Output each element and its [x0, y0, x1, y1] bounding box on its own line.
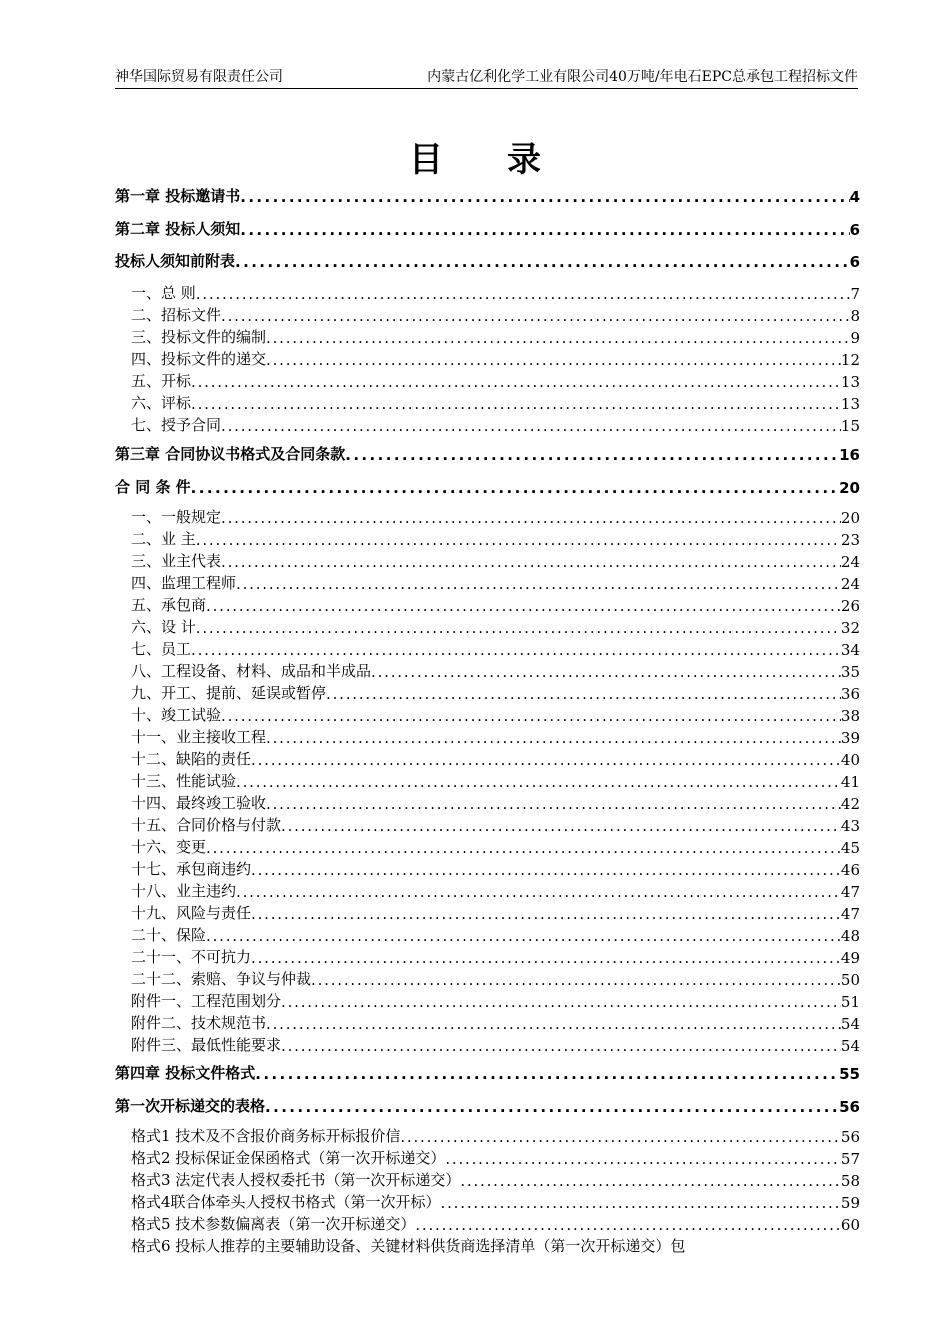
- toc-entry-title: 一、总 则: [131, 284, 196, 302]
- toc-entry-page-number: 32: [840, 619, 860, 637]
- toc-entry-title: 格式5 技术参数偏离表（第一次开标递交）: [131, 1215, 416, 1233]
- toc-entry[interactable]: [115, 595, 860, 615]
- toc-dot-leader: [266, 795, 841, 813]
- toc-entry[interactable]: [115, 1148, 860, 1168]
- toc-entry-title: 十、竣工试验: [131, 706, 222, 724]
- toc-entry-title: 十五、合同价格与付款: [131, 816, 282, 834]
- toc-entry-page-number: 49: [840, 949, 860, 967]
- toc-entry-page-number: 20: [840, 509, 860, 527]
- toc-entry-title: 七、员工: [131, 640, 192, 658]
- toc-dot-leader: [236, 773, 841, 791]
- toc-entry-title: 一、一般规定: [131, 508, 222, 526]
- toc-entry-title: 四、投标文件的递交: [131, 350, 267, 368]
- toc-dot-leader: [236, 575, 841, 593]
- toc-entry-page-number: 50: [840, 971, 860, 989]
- toc-entry-title: 格式1 技术及不含报价商务标开标报价信: [131, 1127, 401, 1145]
- toc-entry-title: 五、开标: [131, 372, 192, 390]
- toc-entry-title: 合 同 条 件: [115, 478, 191, 496]
- header-company: 神华国际贸易有限责任公司: [115, 69, 283, 85]
- toc-entry[interactable]: [115, 349, 860, 369]
- toc-entry-title: 二、招标文件: [131, 306, 222, 324]
- toc-dot-leader: [400, 1128, 841, 1146]
- toc-entry[interactable]: [115, 947, 860, 967]
- toc-entry[interactable]: [115, 573, 860, 593]
- toc-entry-title: 十四、最终竣工验收: [131, 794, 267, 812]
- toc-entry-title: 第一次开标递交的表格: [115, 1097, 266, 1115]
- toc-entry-page-number: 54: [840, 1037, 860, 1055]
- toc-entry-title: 十九、风险与责任: [131, 904, 252, 922]
- toc-dot-leader: [221, 307, 850, 325]
- toc-entry-page-number: 38: [840, 707, 860, 725]
- toc-entry-page-number: 4: [849, 188, 860, 206]
- toc-entry-title: 第四章 投标文件格式: [115, 1064, 256, 1082]
- toc-entry-page-number: 56: [839, 1098, 860, 1116]
- toc-dot-leader: [266, 1015, 841, 1033]
- toc-entry-page-number: 34: [840, 641, 860, 659]
- toc-dot-leader: [251, 949, 841, 967]
- toc-entry-page-number: 43: [840, 817, 860, 835]
- toc-entry-page-number: 20: [839, 479, 860, 497]
- toc-dot-leader: [221, 707, 841, 725]
- toc-entry-page-number: 40: [840, 751, 860, 769]
- toc-entry-title: 投标人须知前附表: [115, 252, 236, 270]
- page-title: 目录: [409, 140, 605, 180]
- toc-dot-leader: [281, 1037, 841, 1055]
- toc-entry-page-number: 55: [839, 1065, 860, 1083]
- toc-entry[interactable]: [115, 771, 860, 791]
- toc-entry-page-number: 48: [840, 927, 860, 945]
- toc-entry-page-number: 47: [840, 905, 860, 923]
- toc-entry-page-number: 57: [840, 1150, 860, 1168]
- toc-entry-title: 二、业 主: [131, 530, 196, 548]
- toc-entry[interactable]: [115, 1035, 860, 1055]
- toc-entry[interactable]: [115, 705, 860, 725]
- toc-entry[interactable]: [115, 617, 860, 637]
- toc-dot-leader: [266, 351, 841, 369]
- toc-dot-leader: [445, 1150, 841, 1168]
- toc-dot-leader: [415, 1216, 841, 1234]
- toc-entry[interactable]: [115, 1214, 860, 1234]
- toc-entry-page-number: 59: [840, 1194, 860, 1212]
- toc-entry-title: 五、承包商: [131, 596, 207, 614]
- toc-entry-title: 格式2 投标保证金保函格式（第一次开标递交）: [131, 1149, 446, 1167]
- toc-entry-title: 附件三、最低性能要求: [131, 1036, 282, 1054]
- toc-entry-title: 四、监理工程师: [131, 574, 237, 592]
- toc-entry-page-number: 24: [840, 553, 860, 571]
- toc-entry[interactable]: [115, 507, 860, 527]
- toc-dot-leader: [206, 597, 841, 615]
- toc-entry[interactable]: [115, 475, 860, 497]
- toc-entry-title: 第二章 投标人须知: [115, 220, 241, 238]
- toc-entry[interactable]: [115, 727, 860, 747]
- toc-entry-title: 三、业主代表: [131, 552, 222, 570]
- toc-entry[interactable]: [115, 837, 860, 857]
- toc-entry-title: 六、设 计: [131, 618, 196, 636]
- toc-dot-leader: [345, 446, 839, 464]
- toc-entry[interactable]: [115, 1170, 860, 1190]
- toc-dot-leader: [326, 685, 841, 703]
- toc-dot-leader: [460, 1172, 841, 1190]
- toc-entry-page-number: 24: [840, 575, 860, 593]
- toc-entry-page-number: 12: [840, 351, 860, 369]
- toc-entry[interactable]: [115, 393, 860, 413]
- toc-entry-page-number: 35: [840, 663, 860, 681]
- toc-entry[interactable]: [115, 184, 860, 206]
- toc-entry-title: 二十一、不可抗力: [131, 948, 252, 966]
- toc-entry[interactable]: [115, 442, 860, 464]
- toc-dot-leader: [251, 751, 841, 769]
- toc-dot-leader: [240, 221, 849, 239]
- toc-entry[interactable]: [115, 283, 860, 303]
- toc-dot-leader: [206, 839, 841, 857]
- toc-entry[interactable]: [115, 415, 860, 435]
- toc-entry[interactable]: [115, 371, 860, 391]
- toc-dot-leader: [191, 395, 841, 413]
- toc-entry-page-number: 60: [840, 1216, 860, 1234]
- toc-entry[interactable]: [115, 793, 860, 813]
- toc-entry-title: 十三、性能试验: [131, 772, 237, 790]
- toc-dot-leader: [240, 188, 849, 206]
- toc-entry-title: 九、开工、提前、延误或暂停: [131, 684, 327, 702]
- toc-entry-page-number: 45: [840, 839, 860, 857]
- toc-dot-leader: [281, 993, 841, 1011]
- toc-entry-page-number: 47: [840, 883, 860, 901]
- toc-entry-page-number: 8: [850, 307, 860, 325]
- toc-dot-leader: [251, 861, 841, 879]
- toc-dot-leader: [196, 285, 851, 303]
- toc-entry[interactable]: [115, 551, 860, 571]
- toc-entry[interactable]: [115, 639, 860, 659]
- toc-dot-leader: [236, 883, 841, 901]
- toc-entry[interactable]: [115, 1013, 860, 1033]
- toc-entry-title: 附件一、工程范围划分: [131, 992, 282, 1010]
- toc-entry-title: 十七、承包商违约: [131, 860, 252, 878]
- toc-entry-page-number: 13: [840, 395, 860, 413]
- toc-dot-leader: [441, 1194, 841, 1212]
- toc-entry-page-number: 16: [839, 446, 860, 464]
- toc-entry-page-number: 36: [840, 685, 860, 703]
- toc-dot-leader: [221, 417, 841, 435]
- toc-entry[interactable]: [115, 969, 860, 989]
- toc-dot-leader: [191, 373, 841, 391]
- toc-entry-page-number: 51: [840, 993, 860, 1011]
- toc-entry[interactable]: [115, 327, 860, 347]
- toc-entry-page-number: 58: [840, 1172, 860, 1190]
- page-header: [115, 64, 858, 89]
- toc-entry[interactable]: [115, 991, 860, 1011]
- toc-entry-page-number: 26: [840, 597, 860, 615]
- toc-dot-leader: [196, 531, 841, 549]
- toc-entry-title: 十八、业主违约: [131, 882, 237, 900]
- toc-entry[interactable]: [115, 1236, 860, 1256]
- toc-entry[interactable]: [115, 249, 860, 271]
- toc-entry-title: 格式6 投标人推荐的主要辅助设备、关键材料供货商选择清单（第一次开标递交）包: [131, 1237, 686, 1255]
- toc-entry-title: 格式4联合体牵头人授权书格式（第一次开标）: [131, 1193, 441, 1211]
- toc-dot-leader: [191, 479, 839, 497]
- toc-entry[interactable]: [115, 925, 860, 945]
- toc-entry[interactable]: [115, 903, 860, 923]
- toc-entry[interactable]: [115, 529, 860, 549]
- toc-dot-leader: [266, 729, 841, 747]
- toc-entry-title: 十六、变更: [131, 838, 207, 856]
- toc-dot-leader: [251, 905, 841, 923]
- toc-dot-leader: [221, 509, 841, 527]
- toc-entry[interactable]: [115, 1192, 860, 1212]
- toc-entry-title: 第一章 投标邀请书: [115, 187, 241, 205]
- toc-entry-title: 十一、业主接收工程: [131, 728, 267, 746]
- toc-entry[interactable]: [115, 859, 860, 879]
- toc-dot-leader: [235, 253, 850, 271]
- toc-entry-page-number: 6: [849, 253, 860, 271]
- toc-entry[interactable]: [115, 815, 860, 835]
- toc-dot-leader: [196, 619, 841, 637]
- toc-entry[interactable]: [115, 1061, 860, 1083]
- toc-entry-page-number: 42: [840, 795, 860, 813]
- toc-entry-page-number: 15: [840, 417, 860, 435]
- toc-entry-title: 三、投标文件的编制: [131, 328, 267, 346]
- toc-entry-page-number: 46: [840, 861, 860, 879]
- toc-dot-leader: [191, 641, 841, 659]
- toc-entry-title: 第三章 合同协议书格式及合同条款: [115, 445, 346, 463]
- toc-entry-title: 格式3 法定代表人授权委托书（第一次开标递交）: [131, 1171, 461, 1189]
- toc-entry-page-number: 54: [840, 1015, 860, 1033]
- toc-entry-title: 十二、缺陷的责任: [131, 750, 252, 768]
- toc-entry-page-number: 9: [850, 329, 860, 347]
- toc-entry[interactable]: [115, 1126, 860, 1146]
- toc-dot-leader: [265, 1098, 839, 1116]
- toc-entry-title: 二十、保险: [131, 926, 207, 944]
- toc-dot-leader: [266, 329, 850, 347]
- toc-entry-page-number: 7: [850, 285, 860, 303]
- toc-entry-title: 六、评标: [131, 394, 192, 412]
- toc-dot-leader: [311, 971, 841, 989]
- toc-entry[interactable]: [115, 683, 860, 703]
- toc-entry[interactable]: [115, 749, 860, 769]
- toc-entry[interactable]: [115, 217, 860, 239]
- toc-entry-title: 二十二、索赔、争议与仲裁: [131, 970, 312, 988]
- toc-entry-page-number: 56: [840, 1128, 860, 1146]
- toc-entry-page-number: 13: [840, 373, 860, 391]
- toc-entry-page-number: 23: [840, 531, 860, 549]
- toc-entry-page-number: 41: [840, 773, 860, 791]
- toc-entry[interactable]: [115, 305, 860, 325]
- toc-dot-leader: [281, 817, 841, 835]
- toc-entry-page-number: 39: [840, 729, 860, 747]
- toc-entry-title: 七、授予合同: [131, 416, 222, 434]
- toc-entry-title: 附件二、技术规范书: [131, 1014, 267, 1032]
- toc-entry[interactable]: [115, 1094, 860, 1116]
- toc-entry-title: 八、工程设备、材料、成品和半成品: [131, 662, 372, 680]
- toc-entry-page-number: 6: [849, 221, 860, 239]
- toc-entry[interactable]: [115, 881, 860, 901]
- toc-dot-leader: [221, 553, 841, 571]
- toc-dot-leader: [206, 927, 841, 945]
- toc-dot-leader: [371, 663, 841, 681]
- toc-dot-leader: [255, 1065, 839, 1083]
- header-document-title: 内蒙古亿利化学工业有限公司40万吨/年电石EPC总承包工程招标文件: [427, 69, 858, 85]
- toc-entry[interactable]: [115, 661, 860, 681]
